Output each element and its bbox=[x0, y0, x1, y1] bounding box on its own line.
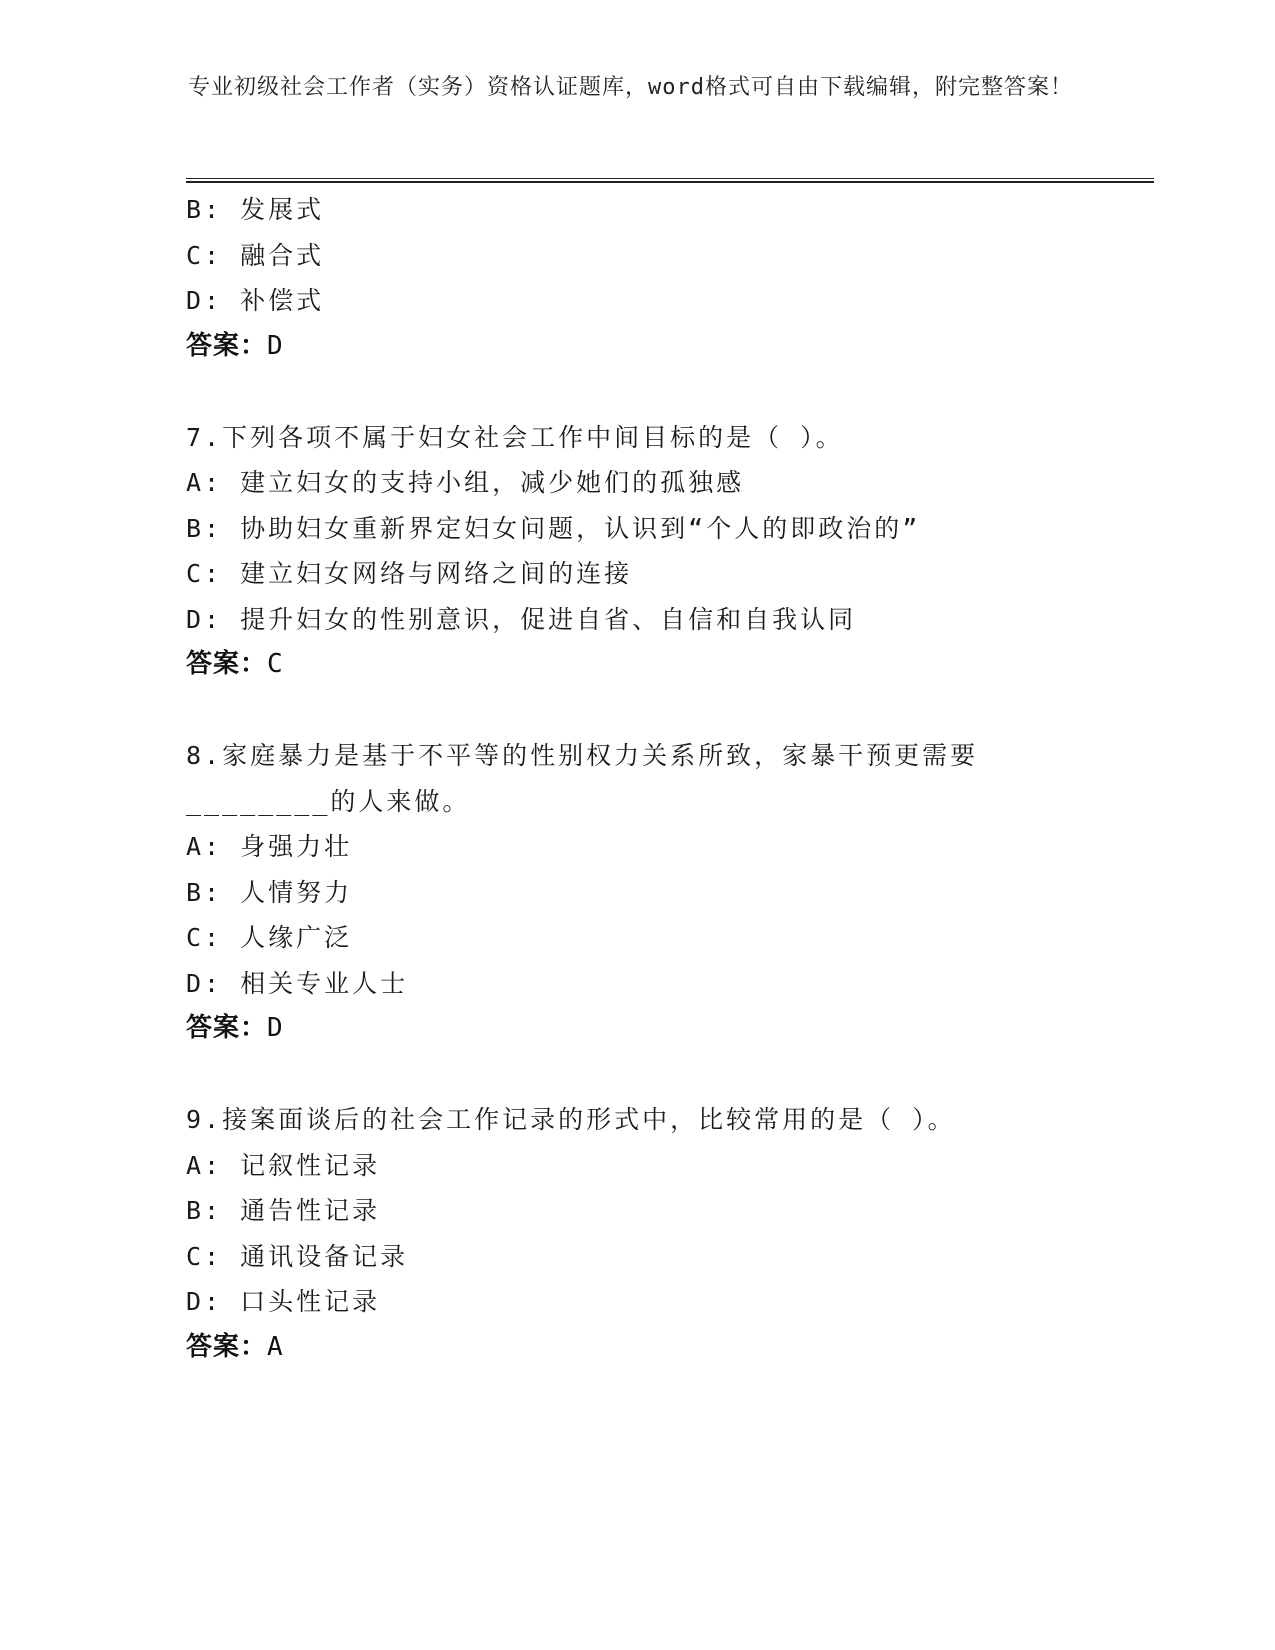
option-c: C: 人缘广泛 bbox=[186, 923, 353, 952]
page-header: 专业初级社会工作者（实务）资格认证题库，word格式可自由下载编辑，附完整答案！ bbox=[188, 75, 1073, 100]
question-stem: 9.接案面谈后的社会工作记录的形式中，比较常用的是（ ）。 bbox=[186, 1105, 956, 1134]
option-d: D: 补偿式 bbox=[186, 286, 325, 315]
option-d: D: 口头性记录 bbox=[186, 1287, 381, 1316]
option-c: C: 通讯设备记录 bbox=[186, 1241, 409, 1271]
question-stem: 8.家庭暴力是基于不平等的性别权力关系所致，家暴干预更需要 bbox=[186, 741, 979, 770]
question-content bbox=[186, 187, 1154, 1370]
option-b: B: 协助妇女重新界定妇女问题，认识到“个人的即政治的” bbox=[186, 513, 921, 543]
answer-line: 答案：A bbox=[186, 1331, 284, 1362]
option-d: D: 提升妇女的性别意识，促进自省、自信和自我认同 bbox=[186, 604, 857, 634]
option-a: A: 建立妇女的支持小组，减少她们的孤独感 bbox=[186, 468, 745, 497]
option-c: C: 建立妇女网络与网络之间的连接 bbox=[186, 559, 633, 588]
option-b: B: 发展式 bbox=[186, 195, 325, 224]
question-stem: 7.下列各项不属于妇女社会工作中间目标的是（ ）。 bbox=[186, 422, 844, 452]
option-b: B: 人情努力 bbox=[186, 877, 353, 907]
question-stem-continued: ________的人来做。 bbox=[186, 786, 471, 816]
option-c: C: 融合式 bbox=[186, 240, 325, 270]
option-a: A: 身强力壮 bbox=[186, 832, 353, 861]
header-divider bbox=[186, 178, 1154, 183]
answer-line: 答案：C bbox=[186, 649, 284, 679]
option-b: B: 通告性记录 bbox=[186, 1196, 381, 1225]
option-a: A: 记叙性记录 bbox=[186, 1150, 381, 1180]
answer-line: 答案：D bbox=[186, 1013, 284, 1043]
answer-line: 答案：D bbox=[186, 330, 284, 361]
option-d: D: 相关专业人士 bbox=[186, 968, 409, 998]
